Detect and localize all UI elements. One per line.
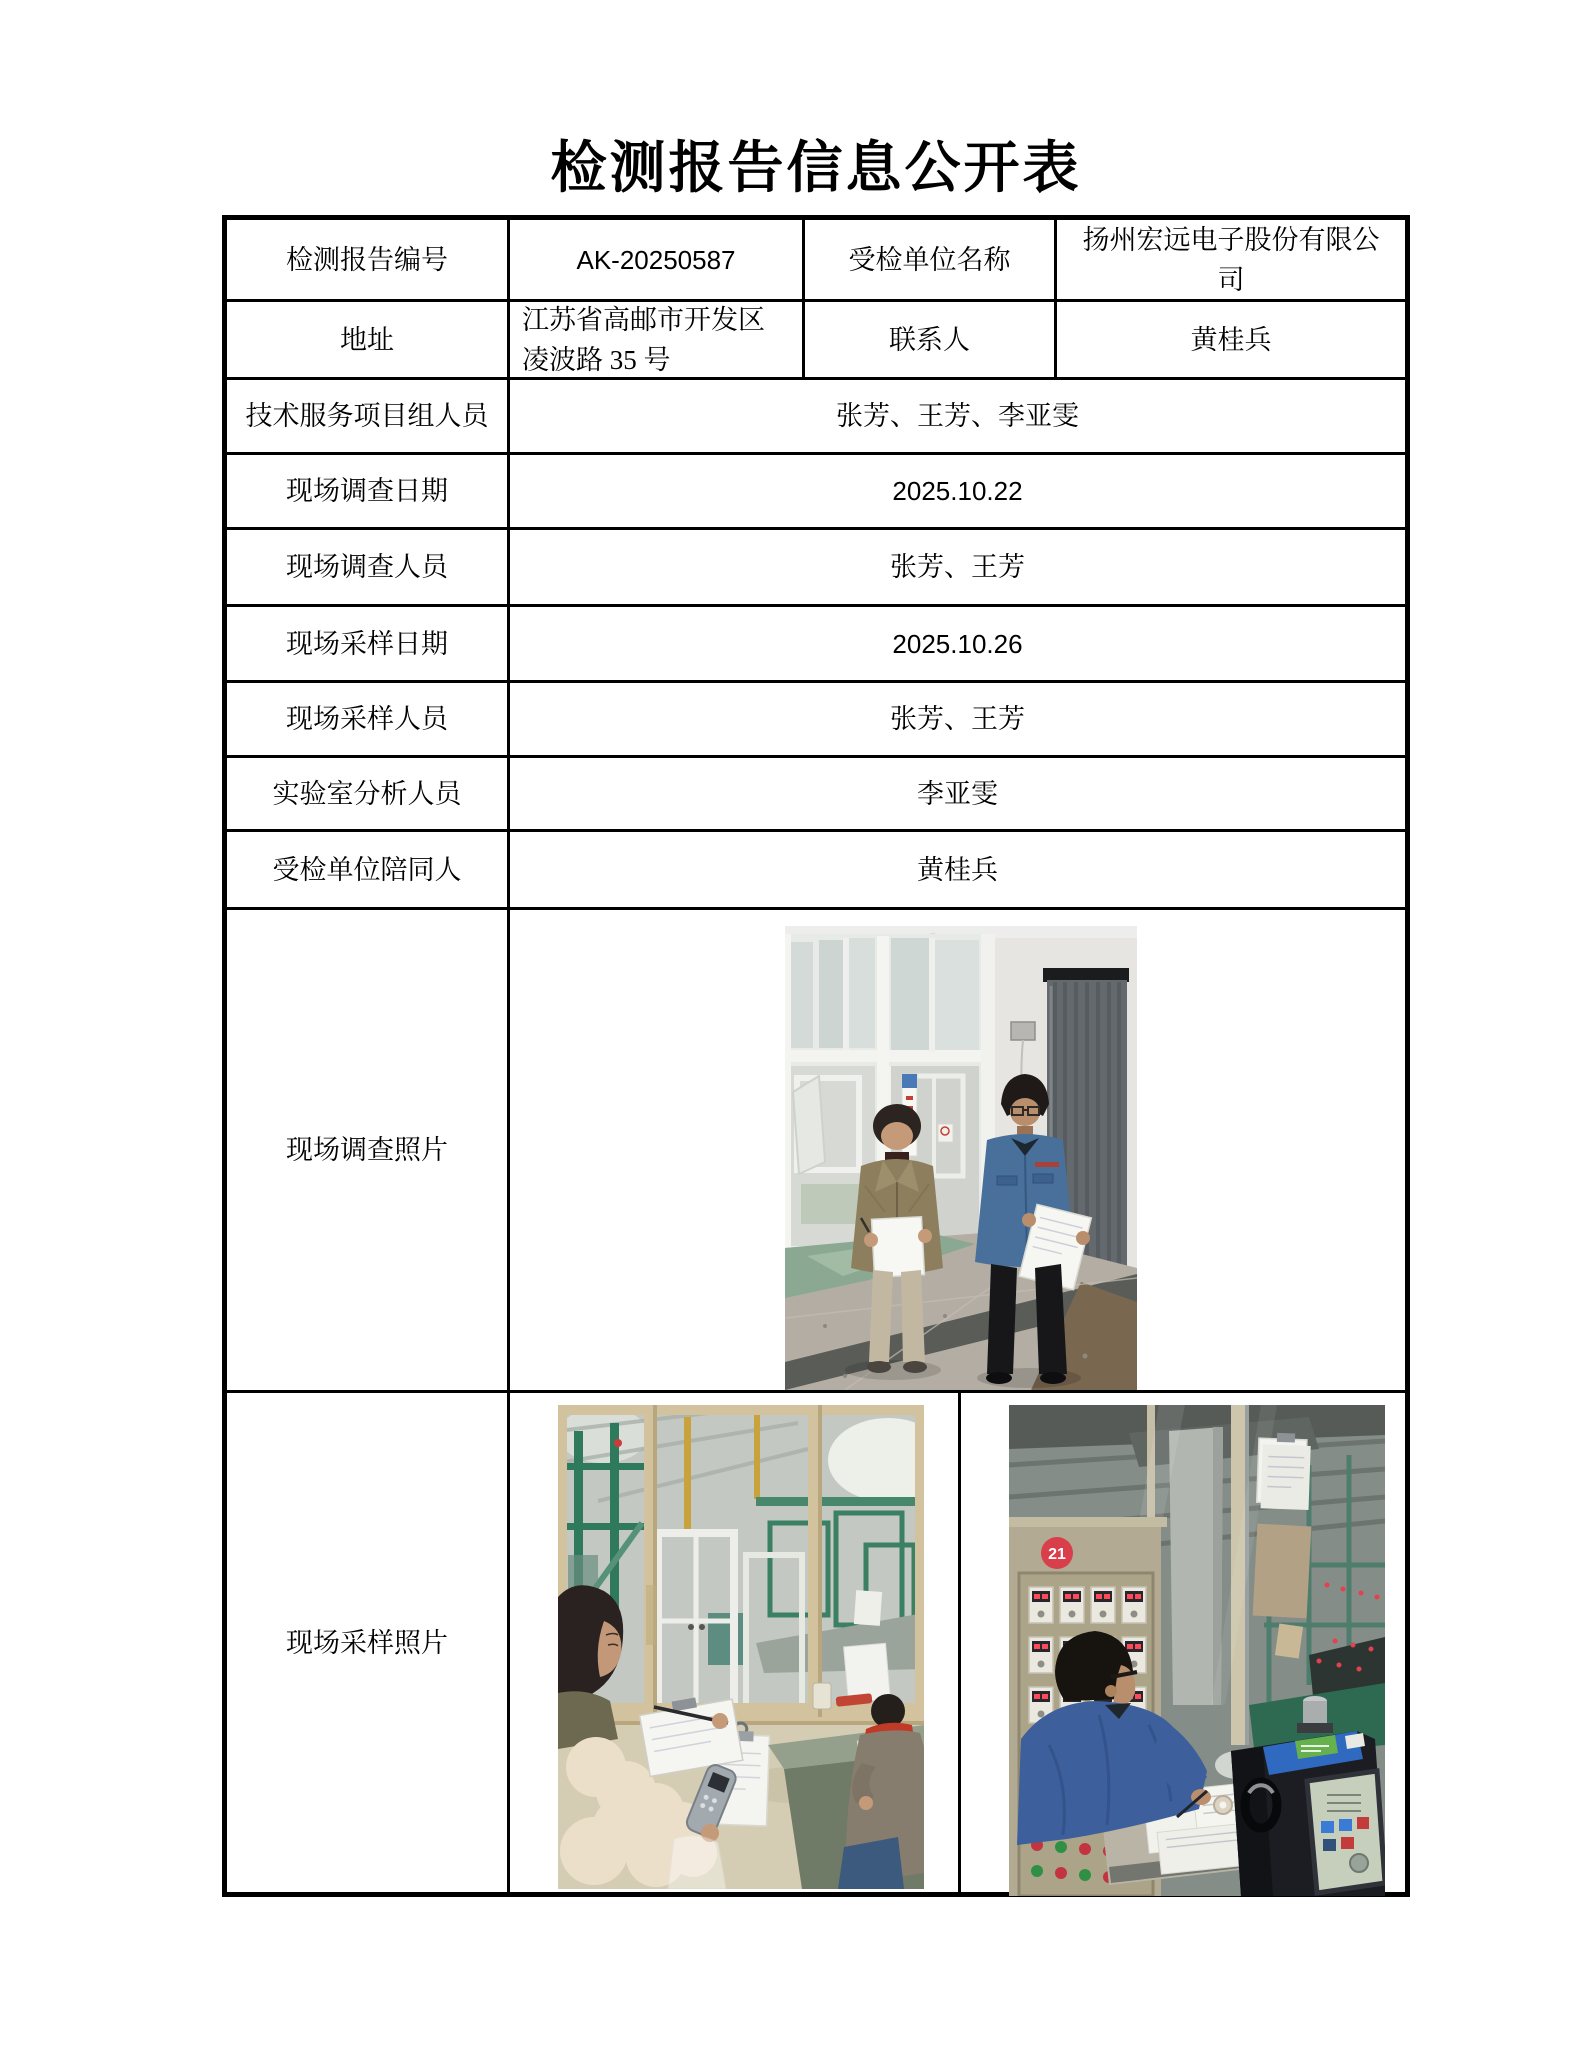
- sampling-photo-right: [1009, 1405, 1385, 1896]
- survey-photo: [785, 926, 1137, 1390]
- escort-label-cell: 受检单位陪同人: [227, 832, 510, 907]
- survey-staff-label-cell: 现场调查人员: [227, 530, 510, 604]
- tech-team-value-cell: 张芳、王芳、李亚雯: [836, 401, 1079, 431]
- table-row-survey-date: [227, 455, 1405, 530]
- lab-analyst-value-cell: 李亚雯: [917, 778, 998, 809]
- company-name-label-cell: 受检单位名称: [805, 220, 1057, 299]
- instrument-screen: [1307, 1771, 1385, 1893]
- sampling-date-label-cell: 现场采样日期: [227, 607, 510, 680]
- contact-value-cell: 黄桂兵: [1190, 324, 1272, 355]
- address-value-cell: 江苏省高邮市开发区凌波路 35 号: [510, 302, 805, 377]
- badge-21-number: 21: [1048, 1546, 1066, 1563]
- sampling-photo-left-cell: [510, 1393, 961, 1892]
- survey-date-label-cell: 现场调查日期: [227, 455, 510, 527]
- table-row-survey-staff: [227, 530, 1405, 607]
- page-title: 检测报告信息公开表: [550, 138, 1082, 200]
- sampling-date-value-cell: 2025.10.26: [892, 628, 1023, 659]
- held-papers: [872, 1217, 925, 1278]
- sampling-photo-label-cell: 现场采样照片: [227, 1393, 510, 1892]
- address-label-cell: 地址: [227, 302, 510, 377]
- survey-date-value-cell: 2025.10.22: [892, 476, 1023, 506]
- table-row-survey-photo: [227, 910, 1405, 1393]
- survey-photo-label-cell: 现场调查照片: [227, 910, 510, 1390]
- wall-junction-box: [1011, 1022, 1035, 1040]
- badge-21: [1041, 1537, 1073, 1569]
- tech-team-label-cell: 技术服务项目组人员: [227, 380, 510, 452]
- lab-analyst-label-cell: 实验室分析人员: [227, 758, 510, 829]
- sampling-staff-value-cell: 张芳、王芳: [890, 704, 1025, 734]
- escort-value-cell: 黄桂兵: [917, 854, 998, 885]
- sampling-photo-right-cell: [961, 1393, 1405, 1892]
- table-row-sampling-staff: [227, 683, 1405, 758]
- table-row-lab-analyst: [227, 758, 1405, 832]
- table-row-sampling-date: [227, 607, 1405, 683]
- table-row-tech-team: [227, 380, 1405, 455]
- report-table: [222, 215, 1410, 1897]
- table-row-address: [227, 302, 1405, 380]
- factory-floor: [785, 1232, 1137, 1390]
- table-row-escort: [227, 832, 1405, 910]
- sampling-staff-label-cell: 现场采样人员: [227, 683, 510, 755]
- table-row-sampling-photo: [227, 1393, 1405, 1892]
- company-name-value-cell: 扬州宏远电子股份有限公司: [1082, 224, 1380, 295]
- report-no-value-cell: AK-20250587: [510, 220, 805, 299]
- contact-label-cell: 联系人: [805, 302, 1057, 377]
- sampling-photo-left: [558, 1405, 924, 1889]
- table-row-report-no: [227, 220, 1405, 302]
- report-no-label-cell: 检测报告编号: [227, 220, 510, 299]
- survey-staff-value-cell: 张芳、王芳: [890, 552, 1025, 582]
- survey-photo-cell: [510, 910, 1405, 1390]
